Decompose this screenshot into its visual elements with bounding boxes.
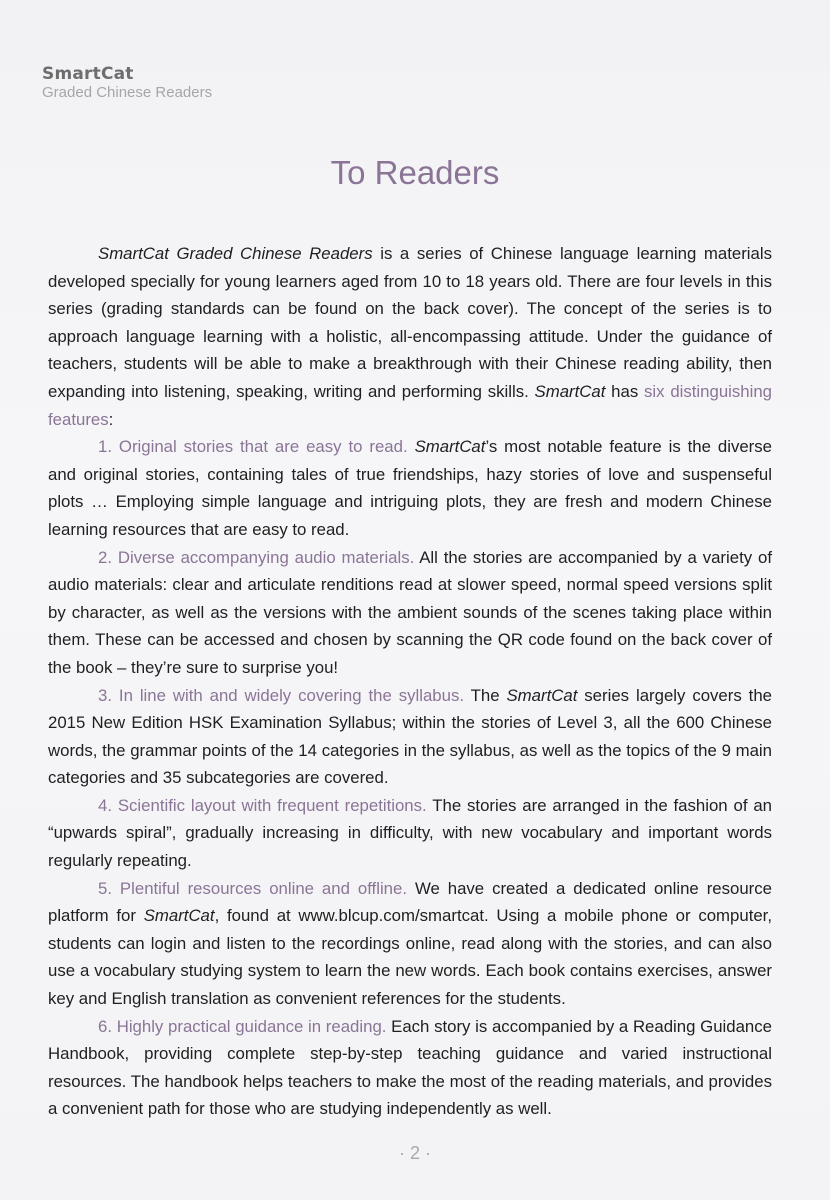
series-name: SmartCat Graded Chinese Readers xyxy=(98,244,373,263)
intro-colon: : xyxy=(108,409,114,429)
feature-heading: 4. Scientific layout with frequent repetitions. xyxy=(98,795,427,815)
feature-emph: SmartCat xyxy=(143,906,215,926)
feature-heading: 2. Diverse accompanying audio materials. xyxy=(98,547,415,567)
feature-text: The stories are arranged in the fashion of an “upwards spiral”, gradually increasing in difficulty, with new vocabulary and important words regularly repeating. xyxy=(48,795,773,871)
feature-text: Each story is accompanied by a Reading Guidance Handbook, providing complete step-by-step teaching guidance and varied instructional resources. The handbook helps teachers to make the most of the reading materials, and provides a convenient path for those who are studying independently as well. xyxy=(48,1016,772,1119)
page-title: To Readers xyxy=(330,154,500,191)
feature-2 xyxy=(48,544,772,682)
intro-text: is a series of Chinese language learning materials developed specially for young learners aged from 10 to 18 years old. There are four levels in this series (grading standards can be found on the back cover). The concept of the series is to approach language learning with a holistic, all-encompassing attitude. Under the guidance of teachers, students will be able to make a breakthrough with their Chinese reading ability, then expanding into listening, speaking, writing and performing skills. xyxy=(48,244,772,401)
feature-text: , found at www.blcup.com/smartcat. Using a mobile phone or computer, students can login and listen to the recordings online, read along with the stories, and can also use a vocabulary studying system to learn the new words. Each book contains exercises, answer key and English translation as convenient references for the students. xyxy=(48,906,773,1009)
feature-text: ’s most notable feature is the diverse and original stories, containing tales of true friendships, hazy stories of love and suspenseful plots … Employing simple language and intriguing plots, they are fresh and modern Chinese learning resources that are easy to read. xyxy=(48,437,772,539)
intro-has: has xyxy=(605,381,645,401)
feature-heading: 5. Plentiful resources online and offline. xyxy=(98,878,407,898)
feature-emph: SmartCat xyxy=(506,685,578,705)
feature-5 xyxy=(48,875,772,1013)
feature-pre: The xyxy=(464,685,507,705)
feature-sep xyxy=(408,437,415,456)
body-text xyxy=(48,240,772,1123)
feature-4 xyxy=(48,792,772,875)
feature-text: All the stories are accompanied by a variety of audio materials: clear and articulate renditions read at slower speed, normal speed versions split by character, as well as the versions with the ambient sounds of the scenes taking place within them. These can be accessed and chosen by scanning the QR code found on the back cover of the book – they’re sure to surprise you! xyxy=(48,547,772,677)
series-header xyxy=(42,64,212,101)
brand-name: SmartCat xyxy=(42,64,134,84)
features-highlight: six distinguishing features xyxy=(48,381,773,429)
feature-heading: 1. Original stories that are easy to read. xyxy=(98,437,408,457)
feature-emph: SmartCat xyxy=(414,437,486,457)
feature-heading: 3. In line with and widely covering the syllabus. xyxy=(98,685,465,705)
feature-6 xyxy=(48,1013,772,1123)
page-number: · 2 · xyxy=(398,1143,431,1163)
feature-heading: 6. Highly practical guidance in reading. xyxy=(98,1016,387,1036)
brand-subtitle: Graded Chinese Readers xyxy=(42,84,213,101)
feature-1 xyxy=(48,433,772,543)
series-short-name: SmartCat xyxy=(534,381,606,401)
intro-paragraph xyxy=(48,240,772,433)
feature-text: series largely covers the 2015 New Edition HSK Examination Syllabus; within the stories of Level 3, all the 600 Chinese words, the grammar points of the 14 categories in the syllabus, as well as the topics of the 9 main categories and 35 subcategories are covered. xyxy=(48,685,772,788)
feature-3 xyxy=(48,682,772,792)
feature-pre: We have created a dedicated online resource platform for xyxy=(48,878,772,926)
